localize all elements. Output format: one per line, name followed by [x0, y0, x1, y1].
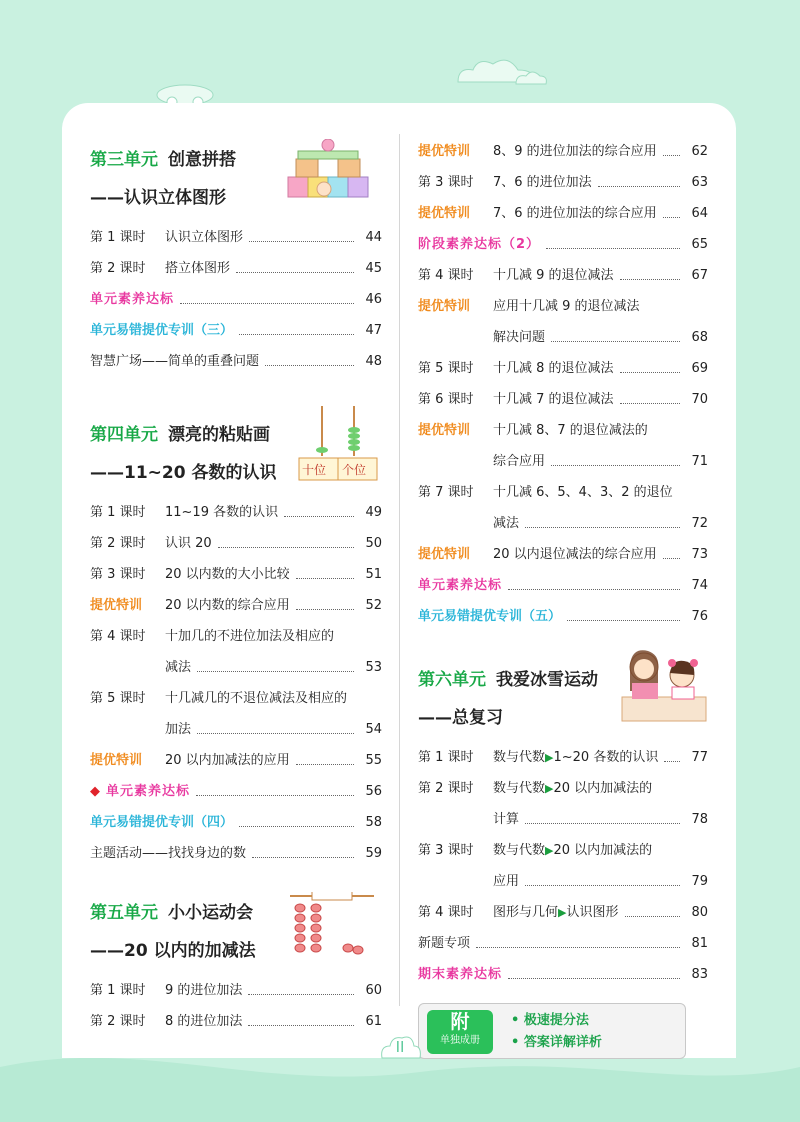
- unit-subtitle: ——认识立体图形: [90, 188, 226, 208]
- play-triangle-icon: ▶: [545, 844, 554, 857]
- right-column: [418, 135, 708, 1059]
- ones-place-label: 个位: [342, 463, 367, 477]
- toc-row[interactable]: 第 6 课时 十几减 7 的退位减法 70: [418, 392, 708, 407]
- cloud-icon: [512, 68, 552, 88]
- toc-row[interactable]: 单元素养达标 74: [418, 578, 708, 593]
- unit-name: 创意拼搭: [168, 150, 236, 170]
- toc-row[interactable]: 减法 72: [493, 516, 708, 531]
- unit-number: 第三单元: [90, 150, 158, 170]
- appendix-box: [418, 1003, 686, 1059]
- toc-row[interactable]: 综合应用 71: [493, 454, 708, 469]
- unit6-header: [418, 665, 708, 733]
- toc-row[interactable]: 第 3 课时 数与代数 ▶ 20 以内加减法的: [418, 843, 653, 858]
- unit3-header: [90, 145, 382, 213]
- unit4-header: [90, 420, 382, 488]
- toc-row[interactable]: 第 5 课时 十几减几的不退位减法及相应的: [90, 691, 348, 706]
- unit-number: 第六单元: [418, 670, 486, 690]
- unit-subtitle: ——20 以内的加减法: [90, 941, 256, 961]
- unit-number: 第四单元: [90, 425, 158, 445]
- toc-row[interactable]: 提优特训 20 以内加减法的应用 55: [90, 753, 382, 768]
- play-triangle-icon: ▶: [545, 751, 554, 764]
- toc-row[interactable]: 第 3 课时 20 以内数的大小比较 51: [90, 567, 382, 582]
- toc-row[interactable]: ◆ 单元素养达标 56: [90, 784, 382, 799]
- toc-row[interactable]: 单元易错提优专训（四） 58: [90, 815, 382, 830]
- unit5-header: [90, 898, 382, 966]
- toc-row[interactable]: 提优特训 8、9 的进位加法的综合应用 62: [418, 144, 708, 159]
- toc-row[interactable]: 新题专项 81: [418, 936, 708, 951]
- appendix-item: • 极速提分法: [511, 1013, 589, 1028]
- toc-row[interactable]: 计算 78: [493, 812, 708, 827]
- toc-row[interactable]: 提优特训 20 以内数的综合应用 52: [90, 598, 382, 613]
- toc-row[interactable]: 单元素养达标 46: [90, 292, 382, 307]
- appendix-item: • 答案详解详析: [511, 1035, 602, 1050]
- unit-name: 漂亮的粘贴画: [168, 425, 270, 445]
- toc-row[interactable]: 第 2 课时 搭立体图形 45: [90, 261, 382, 276]
- lanterns-illustration: [290, 892, 374, 978]
- toc-row[interactable]: 智慧广场——简单的重叠问题 48: [90, 354, 382, 369]
- toc-row[interactable]: 第 4 课时 十加几的不进位加法及相应的: [90, 629, 335, 644]
- unit-subtitle: ——总复习: [418, 708, 503, 728]
- toc-row[interactable]: 期末素养达标 83: [418, 967, 708, 982]
- appendix-items: [511, 1010, 602, 1054]
- toc-row[interactable]: 第 1 课时 11~19 各数的认识 49: [90, 505, 382, 520]
- toc-row[interactable]: 第 4 课时 十几减 9 的退位减法 67: [418, 268, 708, 283]
- toc-row[interactable]: 第 4 课时 图形与几何 ▶ 认识图形 80: [418, 905, 708, 920]
- toc-row[interactable]: 提优特训 7、6 的进位加法的综合应用 64: [418, 206, 708, 221]
- toc-row[interactable]: 提优特训 十几减 8、7 的退位减法的: [418, 423, 648, 438]
- toc-row[interactable]: 提优特训 20 以内退位减法的综合应用 73: [418, 547, 708, 562]
- unit-number: 第五单元: [90, 903, 158, 923]
- toc-row[interactable]: 第 1 课时 9 的进位加法 60: [90, 983, 382, 998]
- toc-row[interactable]: 加法 54: [165, 722, 382, 737]
- appendix-badge: 附 单独成册: [427, 1010, 493, 1054]
- toc-row[interactable]: 第 1 课时 认识立体图形 44: [90, 230, 382, 245]
- page-number: II: [395, 1038, 405, 1056]
- toc-row[interactable]: 第 3 课时 7、6 的进位加法 63: [418, 175, 708, 190]
- unit-subtitle: ——11~20 各数的认识: [90, 463, 277, 483]
- toc-row[interactable]: 阶段素养达标（2） 65: [418, 237, 708, 252]
- toc-row[interactable]: 减法 53: [165, 660, 382, 675]
- toc-row[interactable]: 第 2 课时 数与代数 ▶ 20 以内加减法的: [418, 781, 653, 796]
- toc-row[interactable]: 解决问题 68: [493, 330, 708, 345]
- diamond-icon: ◆: [90, 784, 100, 799]
- building-blocks-illustration: [282, 139, 374, 201]
- teacher-student-illustration: [618, 643, 708, 723]
- toc-row[interactable]: 主题活动——找找身边的数 59: [90, 846, 382, 861]
- toc-row[interactable]: 单元易错提优专训（三） 47: [90, 323, 382, 338]
- toc-row[interactable]: 第 2 课时 8 的进位加法 61: [90, 1014, 382, 1029]
- toc-row[interactable]: 提优特训 应用十几减 9 的退位减法: [418, 299, 640, 314]
- toc-row[interactable]: 应用 79: [493, 874, 708, 889]
- play-triangle-icon: ▶: [558, 906, 567, 919]
- tens-place-label: 十位: [302, 463, 327, 477]
- left-column: [90, 145, 382, 1036]
- toc-row[interactable]: 单元易错提优专训（五） 76: [418, 609, 708, 624]
- unit-name: 我爱冰雪运动: [496, 670, 598, 690]
- unit-name: 小小运动会: [168, 903, 253, 923]
- toc-row[interactable]: 第 7 课时 十几减 6、5、4、3、2 的退位: [418, 485, 673, 500]
- play-triangle-icon: ▶: [545, 782, 554, 795]
- toc-row[interactable]: 第 1 课时 数与代数 ▶ 1~20 各数的认识 77: [418, 750, 708, 765]
- toc-row[interactable]: 第 2 课时 认识 20 50: [90, 536, 382, 551]
- toc-row[interactable]: 第 5 课时 十几减 8 的退位减法 69: [418, 361, 708, 376]
- column-divider: [399, 134, 400, 1006]
